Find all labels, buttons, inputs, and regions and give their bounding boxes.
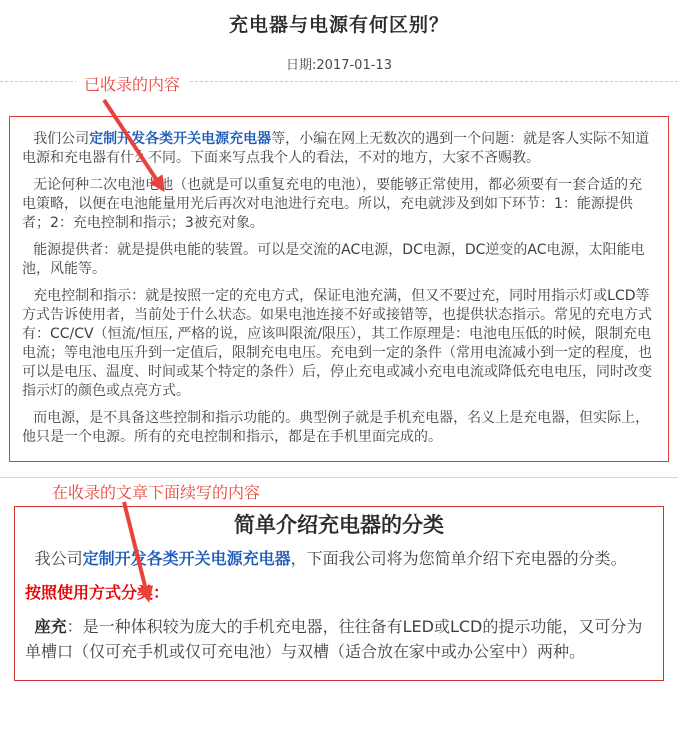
paragraph-text: 等，小编在网上无数次的遇到一个问题：就是客人实际不知道电源和充电器有什么不同。下面来写点我个人的看法，不对的地方，大家不吝赐教。	[22, 131, 650, 166]
article-page	[0, 10, 678, 729]
paragraph-text: 我们公司	[33, 131, 90, 147]
annotation-appended-label: 在收录的文章下面续写的内容	[52, 483, 261, 502]
paragraph-text: ：是一种体积较为庞大的手机充电器，往往备有LED或LCD的提示功能，又可分为单槽口（仅可充手机或仅可充电池）与双槽（适合放在家中或办公室中）两种。	[25, 617, 643, 661]
included-article-box	[9, 116, 669, 462]
included-paragraph-3: 能源提供者：就是提供电能的装置。可以是交流的AC电源，DC电源，DC逆变的AC电源，太阳能电池，风能等。	[22, 242, 645, 277]
paragraph-text: 我公司	[34, 549, 83, 568]
custom-charger-link[interactable]: 定制开发各类开关电源充电器	[89, 131, 272, 147]
page-title: 充电器与电源有何区别？	[228, 14, 449, 36]
annotation-included-label: 已收录的内容	[76, 72, 188, 95]
custom-charger-link[interactable]: 定制开发各类开关电源充电器	[82, 549, 291, 568]
included-paragraph-4: 充电控制和指示：就是按照一定的充电方式，保证电池充满，但又不要过充，同时用指示灯或LCD等方式告诉使用者，当前处于什么状态。如果电池连接不好或接错等，也提供状态指示。常见的充电方式有：CC/CV（恒流/恒压, 严格的说，应该叫限流/限压），其工作原理是：电池电压低的时候，限制充电电流；等电池电压升到一定值后，限制充电电压。充电到一定的条件（常用电流减小到一定的程度，也可以是电压、温度、时间或某个特定的条件）后，停止充电或减小充电电流或降低充电电压，同时改变指示灯的颜色或点亮方式。	[22, 288, 652, 399]
page-date: 日期:2017-01-13	[286, 58, 392, 73]
classification-subheading: 按照使用方式分类：	[25, 583, 170, 602]
appended-paragraph-1	[25, 546, 653, 571]
appended-paragraph-2	[25, 614, 653, 664]
included-paragraph-1	[22, 130, 656, 168]
paragraph-text: ，下面我公司将为您简单介绍下充电器的分类。	[290, 549, 627, 568]
included-paragraph-5: 而电源，是不具备这些控制和指示功能的。典型例子就是手机充电器，名义上是充电器，但实际上，他只是一个电源。所有的充电控制和指示，都是在手机里面完成的。	[22, 410, 650, 445]
appended-article-heading: 简单介绍充电器的分类	[234, 513, 444, 537]
term-desktop-charger: 座充	[34, 617, 67, 636]
included-paragraph-2: 无论何种二次电池电池（也就是可以重复充电的电池），要能够正常使用，都必须要有一套合适的充电策略，以便在电池能量用光后再次对电池进行充电。所以，充电就涉及到如下环节：1：能源提供者；2：充电控制和指示；3被充对象。	[22, 177, 643, 231]
solid-divider	[0, 477, 678, 478]
appended-article-box	[14, 506, 664, 681]
